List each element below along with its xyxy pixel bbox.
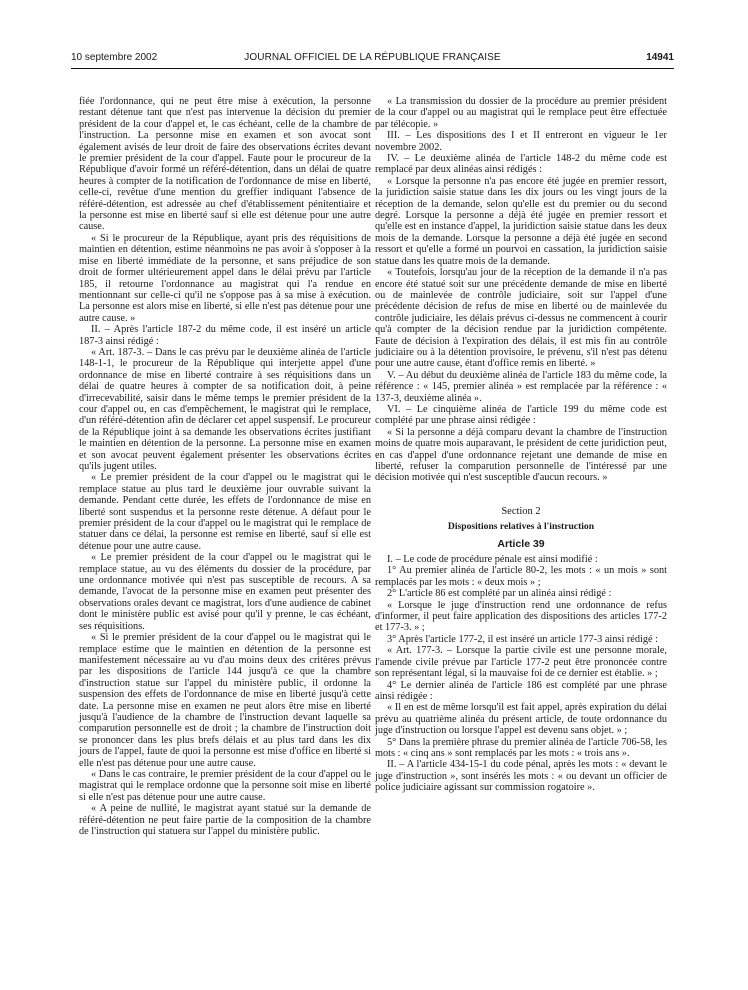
paragraph: « Il en est de même lorsqu'il est fait appel, après expiration du délai prévu au quatrième alinéa du présent article, de toute ordonnance du juge d'instruction ou lorsque l'appel est devenu sans objet. » ; (375, 702, 667, 737)
paragraph: « Lorsque le juge d'instruction rend une ordonnance de refus d'informer, il peut faire application des dispositions des articles 177-2 et 177-3. » ; (375, 599, 667, 634)
paragraph: « La transmission du dossier de la procédure au premier président de la cour d'appel ou au magistrat qui le remplace peut être effectuée par télécopie. » (375, 96, 667, 130)
right-column (375, 96, 667, 794)
paragraph: 1° Au premier alinéa de l'article 80-2, les mots : « un mois » sont remplacés par les mots : « deux mois » ; (375, 565, 667, 588)
section-subtitle: Dispositions relatives à l'instruction (447, 521, 595, 533)
paragraph: « Toutefois, lorsqu'au jour de la réception de la demande il n'a pas encore été statué soit sur une précédente demande de mise en liberté ou de mainlevée de contrôle judiciaire, soit sur l'appel d'une précédente décision de refus de mise en liberté ou de mainlevée du contrôle judiciaire, les délais prévus ci-dessus ne commencent à courir qu'à compter de la décision rendue par la juridiction compétente. Faute de décision à l'expiration des délais, il est mis fin au contrôle judiciaire ou à la détention provisoire, le prévenu, s'il n'est pas détenu pour une autre cause, étant d'office remis en liberté. » (375, 267, 667, 370)
paragraph: IV. – Le deuxième alinéa de l'article 148-2 du même code est remplacé par deux alinéas ainsi rédigés : (375, 153, 667, 176)
header-journal-title: JOURNAL OFFICIEL DE LA RÉPUBLIQUE FRANÇAISE (244, 52, 501, 63)
paragraph: V. – Au début du deuxième alinéa de l'article 183 du même code, la référence : « 145, premier alinéa » est remplacée par la référence : « 137-3, deuxième alinéa ». (375, 369, 667, 404)
paragraph: « Dans le cas contraire, le premier président de la cour d'appel ou le magistrat qui le remplace ordonne que la personne soit mise en liberté si elle n'est pas détenue pour une autre cause. (79, 768, 371, 803)
paragraph: 3° Après l'article 177-2, il est inséré un article 177-3 ainsi rédigé : (387, 633, 659, 645)
paragraph: « Le premier président de la cour d'appel ou le magistrat qui le remplace statue au plus tard le deuxième jour ouvrable suivant la demande. Pendant cette durée, les effets de l'ordonnance de mise en liberté sont suspendus et la personne reste détenue. A défaut pour le premier président de la cour d'appel ou le magistrat qui le remplace de statuer dans ce délai, la personne est remise en liberté, sauf si elle est détenue pour une autre cause. (79, 472, 371, 552)
left-column (79, 96, 371, 837)
page-header (71, 52, 674, 66)
paragraph: I. – Le code de procédure pénale est ainsi modifié : (387, 554, 598, 566)
paragraph: « Art. 187-3. – Dans le cas prévu par le deuxième alinéa de l'article 148-1-1, le procureur de la République qui interjette appel d'une ordonnance de mise en liberté contraire à ses réquisitions dans un délai de quatre heures à compter de sa notification doit, à peine d'irrecevabilité, saisir dans le même temps le premier président de la cour d'appel ou, en cas d'empêchement, le magistrat qui le remplace, d'un référé-détention afin de déclarer cet appel suspensif. Le procureur de la République joint à sa demande les observations écrites justifiant le maintien en détention de la personne. La personne mise en examen et son avocat peuvent également présenter les observations écrites qu'ils jugent utiles. (79, 346, 371, 472)
paragraph: 5° Dans la première phrase du premier alinéa de l'article 706-58, les mots : « cinq ans » sont remplacés par les mots : « trois ans ». (375, 736, 667, 759)
paragraph: VI. – Le cinquième alinéa de l'article 199 du même code est complété par une phrase ainsi rédigée : (375, 403, 667, 427)
paragraph: II. – A l'article 434-15-1 du code pénal, après les mots : « devant le juge d'instruction », sont insérés les mots : « ou devant un officier de police judiciaire agissant sur commission rogatoire ». (375, 759, 667, 794)
paragraph: 2° L'article 86 est complété par un alinéa ainsi rédigé : (387, 588, 612, 600)
paragraph: III. – Les dispositions des I et II entreront en vigueur le 1er novembre 2002. (375, 130, 667, 153)
paragraph: fiée l'ordonnance, qui ne peut être mise à exécution, la personne restant détenue tant que n'est pas intervenue la décision du premier président de la cour d'appel et, le cas échéant, celle de la chambre de l'instruction. La personne mise en examen et son avocat sont également avisés de leur droit de faire des observations écrites devant le premier président de la cour d'appel. Faute pour le procureur de la République d'avoir formé un référé-détention, dans un délai de quatre heures à compter de la notification de l'ordonnance de mise en liberté, celle-ci, revêtue d'une mention du greffier indiquant l'absence de référé-détention, est adressée au chef d'établissement pénitentiaire et la personne est mise en liberté sauf si elle est détenue pour une autre cause. (79, 96, 371, 233)
paragraph: « Art. 177-3. – Lorsque la partie civile est une personne morale, l'amende civile prévue par l'article 177-2 peut être prononcée contre son représentant légal, si la mauvaise foi de ce dernier est établie. » ; (375, 645, 667, 680)
paragraph: « Le premier président de la cour d'appel ou le magistrat qui le remplace statue, au vu des éléments du dossier de la procédure, par une ordonnance motivée qui n'est pas susceptible de recours. A sa demande, l'avocat de la personne mise en examen peut présenter des observations orales devant ce magistrat, lors d'une audience de cabinet dont le ministère public est avisé pour qu'il y prenne, le cas échéant, ses réquisitions. (79, 552, 371, 632)
paragraph: II. – Après l'article 187-2 du même code, il est inséré un article 187-3 ainsi rédigé : (79, 324, 371, 347)
article-heading: Article 39 (497, 537, 545, 550)
paragraph: « Lorsque la personne n'a pas encore été jugée en premier ressort, la juridiction saisie statue dans les dix jours ou les vingt jours de la réception de la demande, selon qu'elle est du premier ou du second degré. Lorsque la personne a déjà été jugée en premier ressort et qu'elle est en instance d'appel, la juridiction saisie statue dans les deux mois de la demande. Lorsque la personne a déjà été jugée en second ressort et qu'elle a formé un pourvoi en cassation, la juridiction saisie statue dans les quatre mois de la demande. (375, 175, 667, 267)
header-page-number: 14941 (646, 52, 674, 63)
paragraph: « A peine de nullité, le magistrat ayant statué sur la demande de référé-détention ne peut faire partie de la composition de la chambre de l'instruction qui statuera sur l'appel du ministère public. (79, 803, 371, 837)
header-rule (71, 68, 674, 69)
paragraph: « Si la personne a déjà comparu devant la chambre de l'instruction moins de quatre mois auparavant, le président de cette juridiction peut, en cas d'appel d'une ordonnance rejetant une demande de mise en liberté, refuser la comparution personnelle de l'intéressé par une décision motivée qui n'est susceptible d'aucun recours. » (375, 426, 667, 484)
section-title: Section 2 (501, 505, 541, 517)
paragraph: « Si le premier président de la cour d'appel ou le magistrat qui le remplace estime que le maintien en détention de la personne est manifestement nécessaire au vu d'au moins deux des critères prévus par les dispositions de l'article 144 jusqu'à ce que la chambre d'instruction statue sur l'appel du ministère public, il ordonne la suspension des effets de l'ordonnance de mise en liberté jusqu'à cette date. La personne mise en examen ne peut alors être mise en liberté jusqu'à l'audience de la chambre de l'instruction devant laquelle sa comparution personnelle est de droit ; la chambre de l'instruction doit se prononcer dans les plus brefs délais et au plus tard dans les dix jours de l'appel, faute de quoi la personne est mise d'office en liberté si elle n'est pas détenue pour une autre cause. (79, 632, 371, 769)
paragraph: « Si le procureur de la République, ayant pris des réquisitions de maintien en détention, estime néanmoins ne pas avoir à s'opposer à la mise en liberté immédiate de la personne, et sans préjudice de son droit de former ultérieurement appel dans le délai prévu par l'article 185, il retourne l'ordonnance au magistrat qui l'a rendue en mentionnant sur celle-ci qu'il ne s'oppose pas à sa mise à exécution. La personne est alors mise en liberté, si elle n'est pas détenue pour une autre cause. » (79, 232, 371, 324)
header-date: 10 septembre 2002 (71, 52, 158, 63)
paragraph: 4° Le dernier alinéa de l'article 186 est complété par une phrase ainsi rédigée : (375, 679, 667, 702)
